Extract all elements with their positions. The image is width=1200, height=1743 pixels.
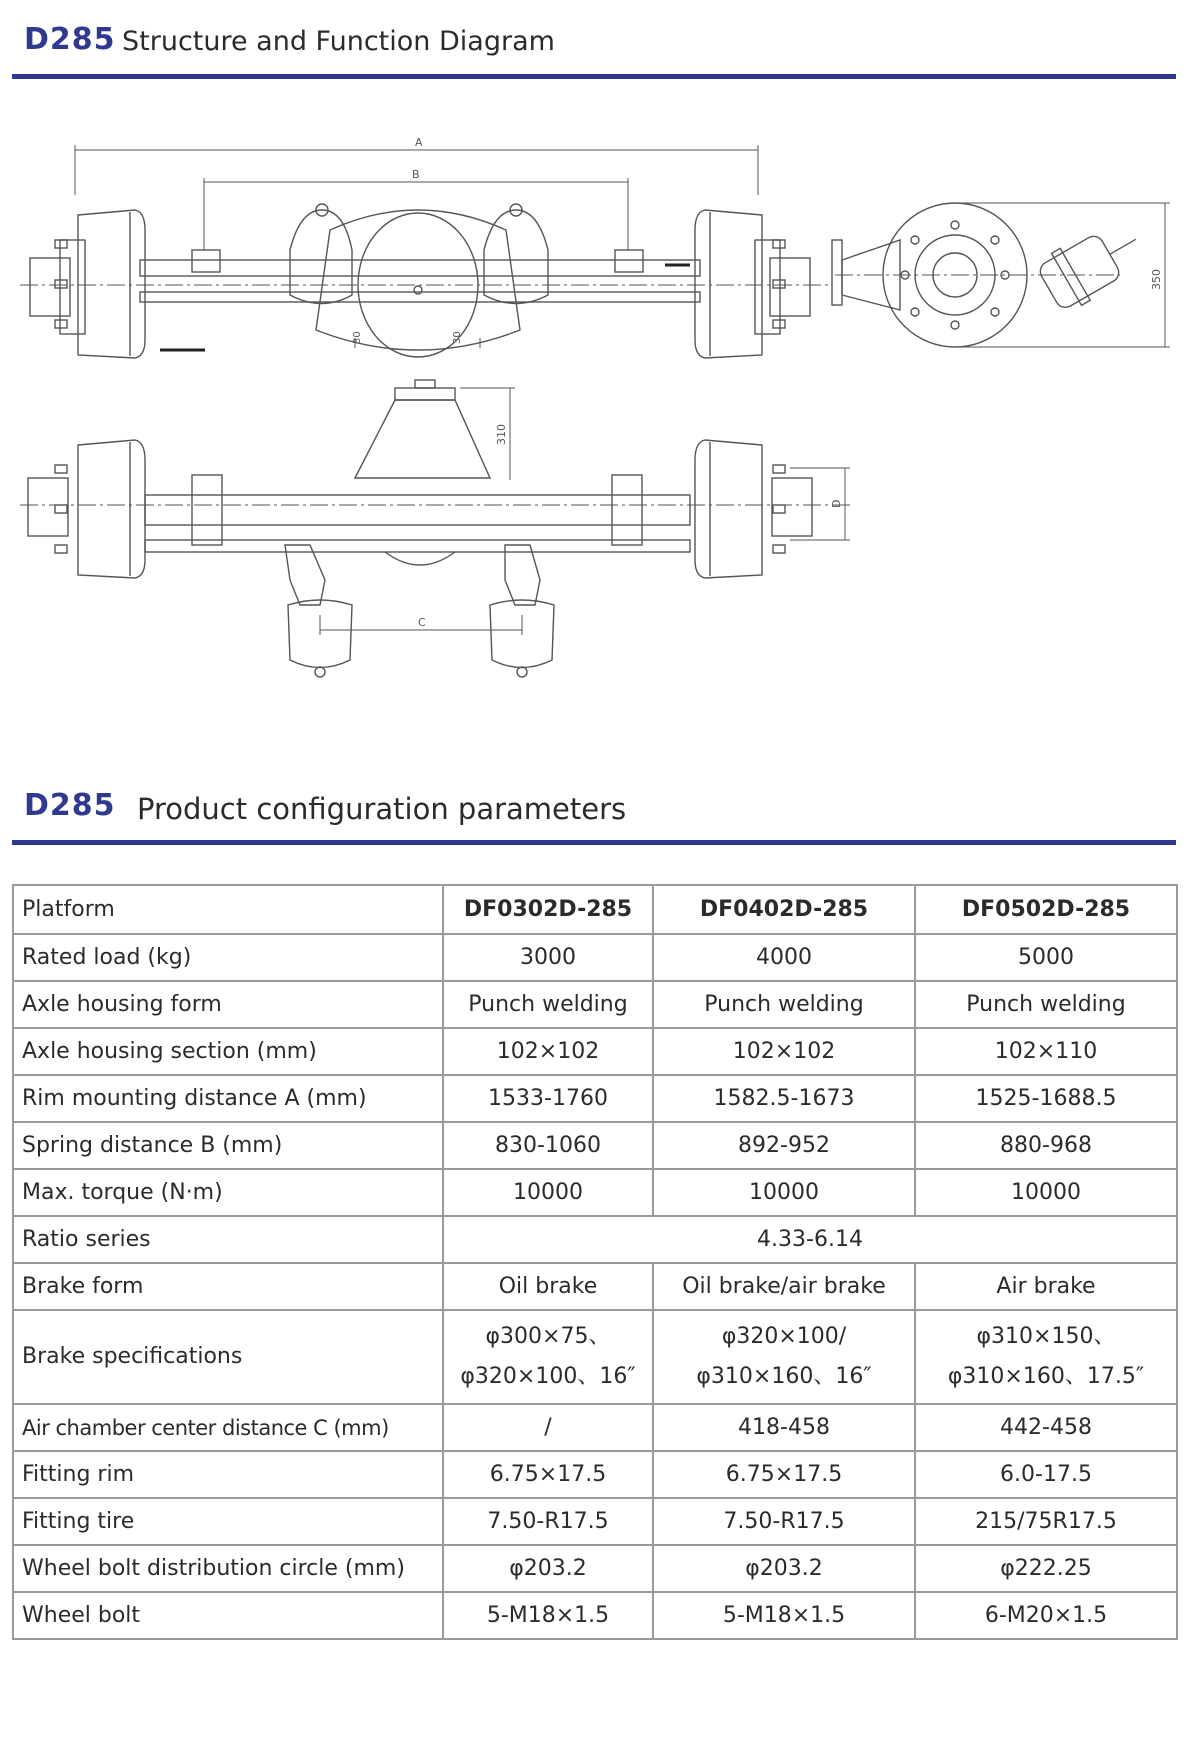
table-cell: 1533-1760 bbox=[443, 1075, 653, 1122]
dimension-b-label: B bbox=[412, 168, 420, 181]
table-cell: 6.75×17.5 bbox=[443, 1451, 653, 1498]
table-cell: 5-M18×1.5 bbox=[653, 1592, 915, 1639]
table-row bbox=[13, 1122, 1177, 1169]
table-cell: 830-1060 bbox=[443, 1122, 653, 1169]
table-cell: 7.50-R17.5 bbox=[653, 1498, 915, 1545]
spec-line: φ320×100、16″ bbox=[460, 1364, 636, 1389]
dimension-d-label: D bbox=[830, 499, 843, 508]
table-header-row bbox=[13, 885, 1177, 934]
table-cell: 3000 bbox=[443, 934, 653, 981]
row-label: Wheel bolt distribution circle (mm) bbox=[13, 1545, 443, 1592]
column-header: DF0402D-285 bbox=[653, 885, 915, 934]
table-row bbox=[13, 1545, 1177, 1592]
row-label: Wheel bolt bbox=[13, 1592, 443, 1639]
table-cell: 102×102 bbox=[653, 1028, 915, 1075]
table-cell: 6.75×17.5 bbox=[653, 1451, 915, 1498]
row-label: Ratio series bbox=[13, 1216, 443, 1263]
table-cell bbox=[443, 1310, 653, 1404]
table-row bbox=[13, 1592, 1177, 1639]
row-label: Platform bbox=[13, 885, 443, 934]
dimension-a-label: A bbox=[415, 136, 423, 149]
row-label: Brake form bbox=[13, 1263, 443, 1310]
row-label: Spring distance B (mm) bbox=[13, 1122, 443, 1169]
column-header: DF0302D-285 bbox=[443, 885, 653, 934]
row-label: Axle housing section (mm) bbox=[13, 1028, 443, 1075]
axle-bottom-view bbox=[20, 380, 850, 677]
table-cell: 10000 bbox=[915, 1169, 1177, 1216]
dimension-30-right-label: 30 bbox=[452, 331, 463, 344]
table-row bbox=[13, 1075, 1177, 1122]
row-label: Max. torque (N·m) bbox=[13, 1169, 443, 1216]
table-cell: Punch welding bbox=[653, 981, 915, 1028]
section-title: Product configuration parameters bbox=[137, 792, 627, 826]
row-label: Axle housing form bbox=[13, 981, 443, 1028]
table-cell: 102×110 bbox=[915, 1028, 1177, 1075]
table-cell: 6-M20×1.5 bbox=[915, 1592, 1177, 1639]
dimension-310-label: 310 bbox=[495, 424, 508, 445]
table-cell bbox=[653, 1310, 915, 1404]
table-cell: 442-458 bbox=[915, 1404, 1177, 1451]
row-label: Rated load (kg) bbox=[13, 934, 443, 981]
table-cell: Air brake bbox=[915, 1263, 1177, 1310]
row-label: Rim mounting distance A (mm) bbox=[13, 1075, 443, 1122]
table-row bbox=[13, 1028, 1177, 1075]
table-row bbox=[13, 1451, 1177, 1498]
row-label: Fitting rim bbox=[13, 1451, 443, 1498]
table-cell: 10000 bbox=[653, 1169, 915, 1216]
table-cell: 6.0-17.5 bbox=[915, 1451, 1177, 1498]
row-label: Air chamber center distance C (mm) bbox=[13, 1404, 443, 1451]
dimension-30-left-label: 30 bbox=[352, 331, 363, 344]
table-cell: 10000 bbox=[443, 1169, 653, 1216]
table-cell: 5000 bbox=[915, 934, 1177, 981]
spec-line: φ320×100/ bbox=[721, 1324, 847, 1349]
spec-line: φ310×160、17.5″ bbox=[947, 1364, 1145, 1389]
table-cell: Oil brake/air brake bbox=[653, 1263, 915, 1310]
section-heading-parameters bbox=[12, 788, 1176, 848]
table-cell: 1525-1688.5 bbox=[915, 1075, 1177, 1122]
axle-side-view bbox=[832, 203, 1170, 347]
table-row bbox=[13, 934, 1177, 981]
axle-structure-diagram bbox=[0, 100, 1200, 780]
table-cell: 5-M18×1.5 bbox=[443, 1592, 653, 1639]
table-row bbox=[13, 1169, 1177, 1216]
column-header: DF0502D-285 bbox=[915, 885, 1177, 934]
table-cell bbox=[915, 1310, 1177, 1404]
table-cell: Punch welding bbox=[915, 981, 1177, 1028]
spec-line: φ310×160、16″ bbox=[696, 1364, 872, 1389]
table-cell: / bbox=[443, 1404, 653, 1451]
row-label: Brake specifications bbox=[13, 1310, 443, 1404]
table-cell: 4000 bbox=[653, 934, 915, 981]
table-row bbox=[13, 1216, 1177, 1263]
product-parameters-table bbox=[12, 884, 1178, 1640]
table-row bbox=[13, 1263, 1177, 1310]
table-row bbox=[13, 1498, 1177, 1545]
dimension-350-label: 350 bbox=[1150, 269, 1163, 290]
axle-top-view bbox=[20, 136, 830, 358]
table-cell: Punch welding bbox=[443, 981, 653, 1028]
table-cell: 880-968 bbox=[915, 1122, 1177, 1169]
table-cell: 215/75R17.5 bbox=[915, 1498, 1177, 1545]
spec-line: φ300×75、 bbox=[485, 1324, 611, 1349]
section-divider bbox=[12, 74, 1176, 79]
spec-line: φ310×150、 bbox=[976, 1324, 1116, 1349]
table-cell: Oil brake bbox=[443, 1263, 653, 1310]
table-cell: φ222.25 bbox=[915, 1545, 1177, 1592]
table-cell: 1582.5-1673 bbox=[653, 1075, 915, 1122]
table-cell: 7.50-R17.5 bbox=[443, 1498, 653, 1545]
table-row bbox=[13, 1404, 1177, 1451]
section-title: Structure and Function Diagram bbox=[122, 26, 555, 57]
table-cell: 418-458 bbox=[653, 1404, 915, 1451]
table-cell: φ203.2 bbox=[653, 1545, 915, 1592]
table-row bbox=[13, 981, 1177, 1028]
section-heading-structure bbox=[12, 22, 1176, 82]
row-label: Fitting tire bbox=[13, 1498, 443, 1545]
section-divider bbox=[12, 840, 1176, 845]
table-cell: 102×102 bbox=[443, 1028, 653, 1075]
table-cell: φ203.2 bbox=[443, 1545, 653, 1592]
dimension-c-label: C bbox=[418, 616, 426, 629]
table-cell-merged: 4.33-6.14 bbox=[443, 1216, 1177, 1263]
table-cell: 892-952 bbox=[653, 1122, 915, 1169]
model-code: D285 bbox=[24, 788, 116, 823]
model-code: D285 bbox=[24, 22, 116, 57]
table-row bbox=[13, 1310, 1177, 1404]
